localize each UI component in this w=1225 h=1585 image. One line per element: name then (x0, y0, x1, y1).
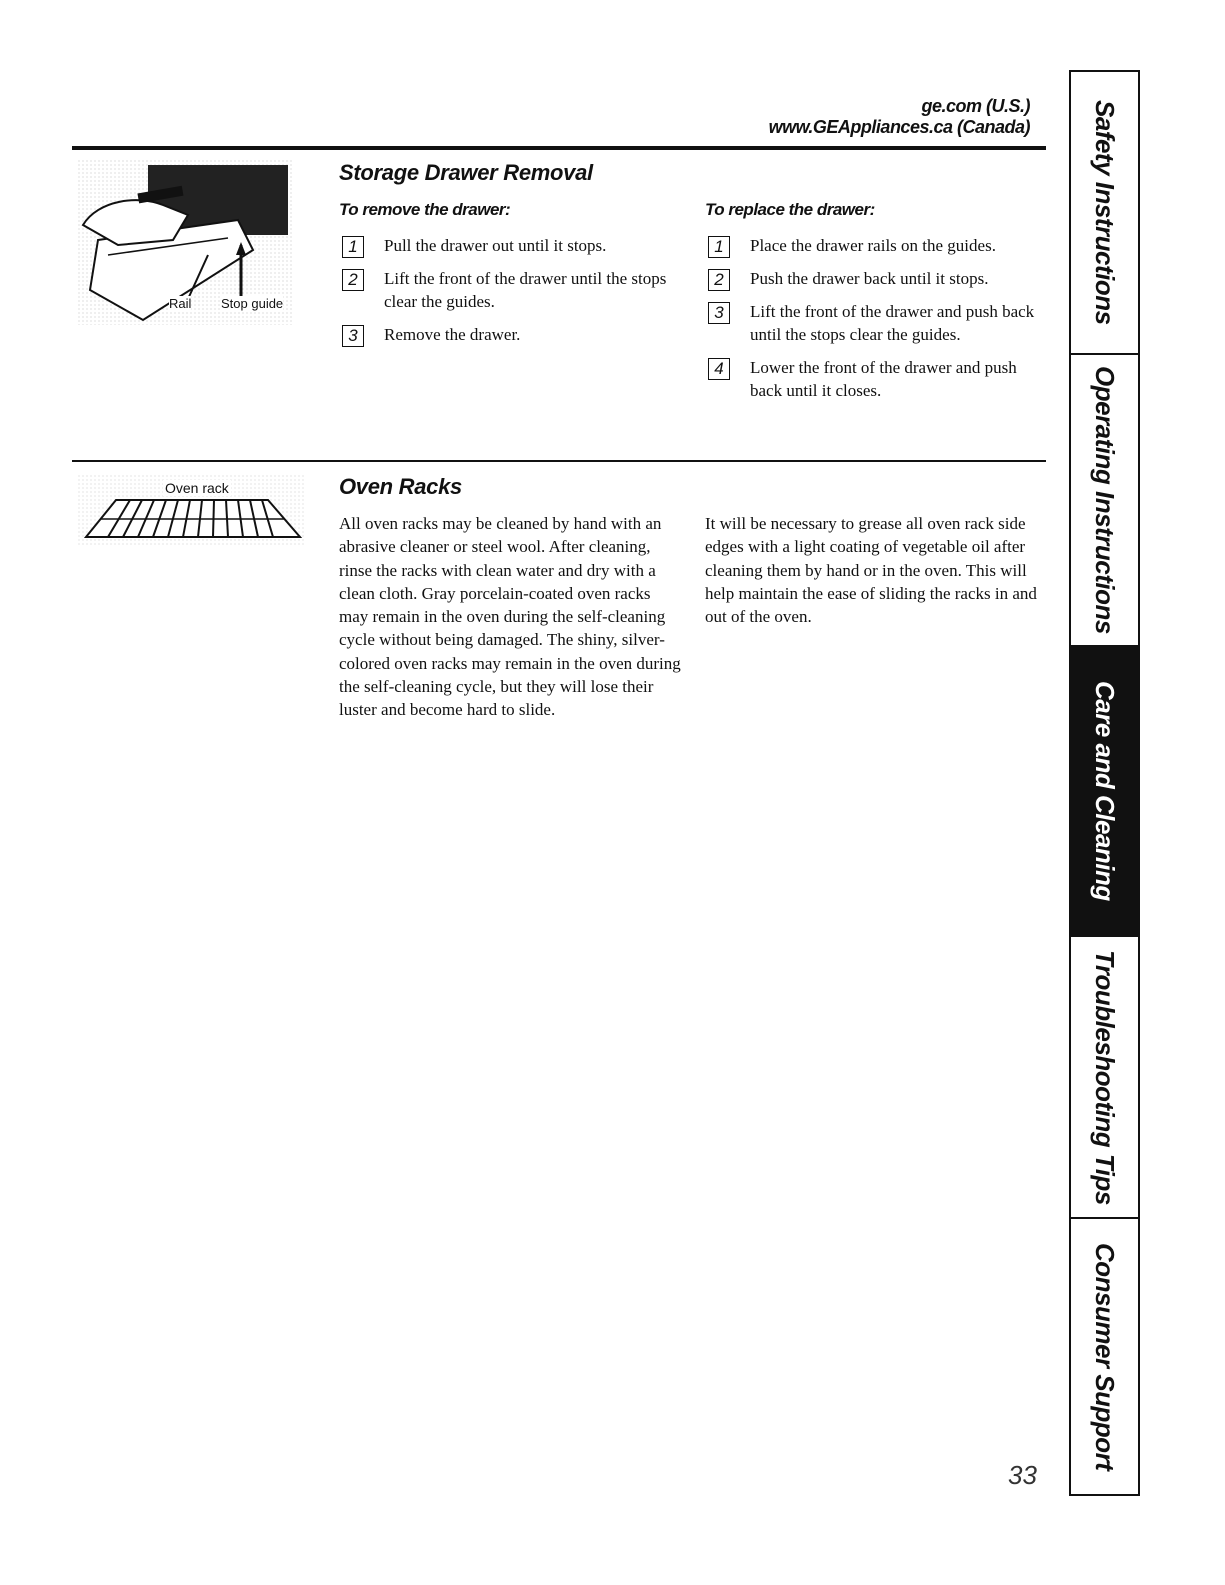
step-text: Remove the drawer. (384, 325, 521, 344)
step-number: 2 (342, 269, 364, 291)
remove-step (339, 323, 684, 346)
section-tabs (1069, 70, 1140, 1496)
oven-rack-illustration (78, 475, 306, 545)
oven-racks-title: Oven Racks (339, 474, 462, 499)
section-divider (72, 460, 1046, 462)
step-number: 2 (708, 269, 730, 291)
step-text: Push the drawer back until it stops. (750, 269, 989, 288)
remove-drawer-block (339, 200, 684, 356)
step-number: 3 (342, 325, 364, 347)
storage-drawer-title: Storage Drawer Removal (339, 160, 593, 185)
step-number: 3 (708, 302, 730, 324)
remove-step (339, 234, 684, 257)
tab-consumer-support[interactable] (1071, 1219, 1138, 1494)
tab-label: Care and Cleaning (1090, 681, 1120, 901)
website-canada: www.GEAppliances.ca (Canada) (768, 117, 1030, 137)
step-text: Lift the front of the drawer and push back until the stops clear the guides. (750, 302, 1035, 344)
storage-drawer-illustration (78, 160, 293, 325)
header-rule (72, 146, 1046, 150)
oven-racks-paragraph-right: It will be necessary to grease all oven rack side edges with a light coating of vegetable oil after cleaning them by hand or in the oven. This will help maintain the ease of sliding the racks in and out of the oven. (705, 514, 1037, 627)
replace-drawer-heading: To replace the drawer: (705, 200, 875, 219)
page-number: 33 (1008, 1460, 1037, 1490)
oven-racks-paragraph-left: All oven racks may be cleaned by hand with an abrasive cleaner or steel wool. After cleaning, rinse the racks with clean water and dry with a clean cloth. Gray porcelain-coated oven racks may remain in the oven during the self-cleaning cycle without being damaged. The shiny, silver-colored oven racks may remain in the oven during the self-cleaning cycle, but they will lose their luster and become hard to slide. (339, 514, 681, 720)
figure-label-rail: Rail (169, 296, 192, 311)
replace-step (705, 300, 1050, 346)
step-text: Place the drawer rails on the guides. (750, 236, 996, 255)
tab-troubleshooting-tips[interactable] (1071, 937, 1138, 1219)
remove-drawer-heading: To remove the drawer: (339, 200, 511, 219)
remove-step (339, 267, 684, 313)
tab-operating-instructions[interactable] (1071, 355, 1138, 645)
replace-drawer-block (705, 200, 1050, 412)
tab-label: Safety Instructions (1090, 100, 1120, 325)
page-header (769, 96, 1030, 138)
replace-step (705, 356, 1050, 402)
step-number: 1 (342, 236, 364, 258)
step-number: 1 (708, 236, 730, 258)
step-number: 4 (708, 358, 730, 380)
replace-step (705, 234, 1050, 257)
figure-label-stop-guide: Stop guide (221, 296, 284, 311)
tab-label: Operating Instructions (1090, 366, 1120, 634)
tab-care-and-cleaning[interactable] (1071, 645, 1138, 937)
figure-label-oven-rack: Oven rack (165, 480, 229, 496)
website-us: ge.com (U.S.) (921, 96, 1030, 116)
tab-safety-instructions[interactable] (1071, 72, 1138, 355)
step-text: Lower the front of the drawer and push back until it closes. (750, 358, 1017, 400)
tab-label: Consumer Support (1090, 1242, 1120, 1471)
step-text: Pull the drawer out until it stops. (384, 236, 607, 255)
replace-step (705, 267, 1050, 290)
step-text: Lift the front of the drawer until the stops clear the guides. (384, 269, 667, 311)
tab-label: Troubleshooting Tips (1090, 949, 1120, 1205)
